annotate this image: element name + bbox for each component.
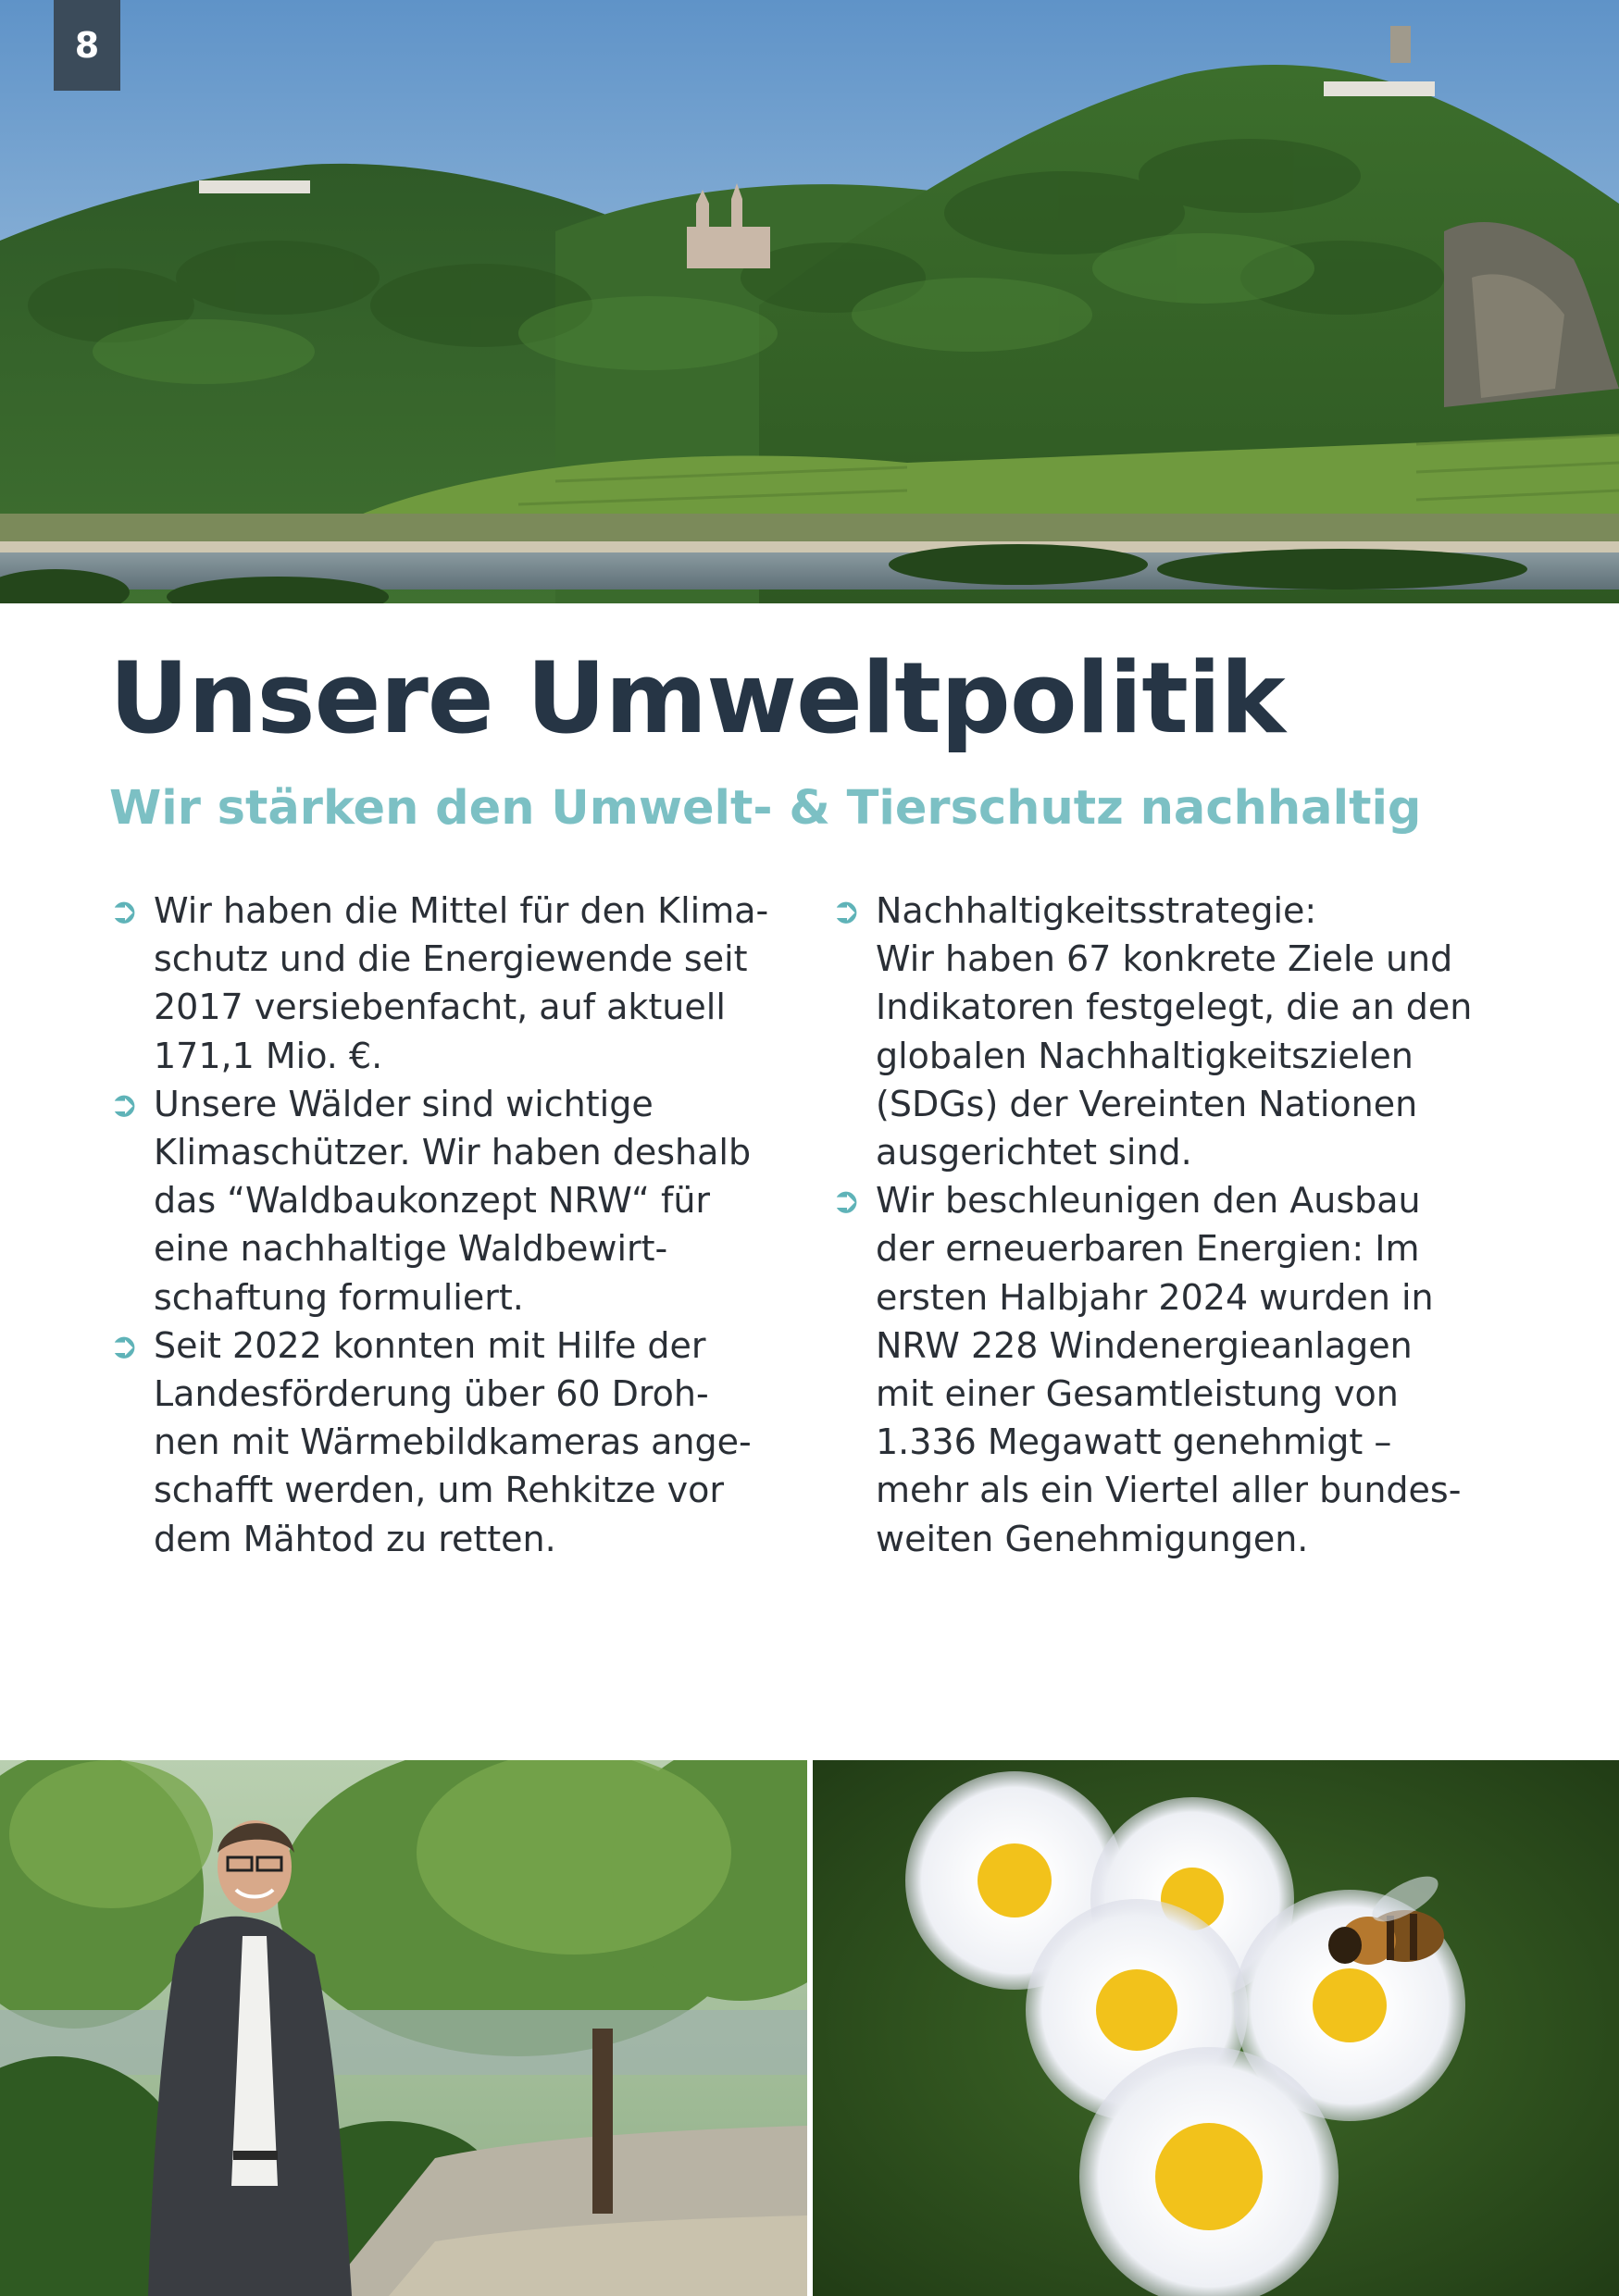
arrow-bullet-icon: ➲ bbox=[109, 890, 139, 931]
bullet-list-right bbox=[831, 887, 1535, 1563]
text-line: 1.336 Megawatt genehmigt – bbox=[876, 1421, 1392, 1463]
arrow-bullet-icon: ➲ bbox=[109, 1083, 139, 1124]
list-item bbox=[109, 1322, 813, 1563]
list-item bbox=[109, 1080, 813, 1322]
text-line: Wir beschleunigen den Ausbau bbox=[876, 1180, 1421, 1222]
landscape-illustration bbox=[0, 0, 1619, 603]
text-line: schaftung formuliert. bbox=[154, 1276, 524, 1318]
arrow-bullet-icon: ➲ bbox=[109, 1324, 139, 1366]
text-line: Nachhaltigkeitsstrategie: bbox=[876, 890, 1317, 931]
text-line: Wir haben die Mittel für den Klima- bbox=[154, 890, 769, 931]
list-item bbox=[109, 887, 813, 1080]
arrow-bullet-icon: ➲ bbox=[831, 1180, 861, 1222]
text-line: Wir haben 67 konkrete Ziele und bbox=[876, 938, 1453, 980]
page-number: 8 bbox=[74, 25, 100, 66]
text-line: Seit 2022 konnten mit Hilfe der bbox=[154, 1324, 706, 1366]
text-line: ersten Halbjahr 2024 wurden in bbox=[876, 1276, 1434, 1318]
list-item bbox=[831, 1176, 1535, 1563]
portrait-photo bbox=[0, 1760, 807, 2296]
text-line: ausgerichtet sind. bbox=[876, 1132, 1192, 1173]
list-item bbox=[831, 887, 1535, 1176]
text-line: globalen Nachhaltigkeitszielen bbox=[876, 1035, 1414, 1076]
text-line: weiten Genehmigungen. bbox=[876, 1518, 1309, 1559]
text-line: 171,1 Mio. €. bbox=[154, 1035, 383, 1076]
text-line: das “Waldbaukonzept NRW“ für bbox=[154, 1180, 711, 1222]
bullet-list-left bbox=[109, 887, 813, 1563]
text-line: nen mit Wärmebildkameras ange- bbox=[154, 1421, 752, 1463]
text-line: dem Mähtod zu retten. bbox=[154, 1518, 556, 1559]
hero-landscape-photo bbox=[0, 0, 1619, 603]
text-line: Indikatoren festgelegt, die an den bbox=[876, 987, 1473, 1028]
page-subtitle: Wir stärken den Umwelt- & Tierschutz nachhaltig bbox=[109, 781, 1422, 836]
text-line: (SDGs) der Vereinten Nationen bbox=[876, 1083, 1418, 1124]
flower-bee-illustration bbox=[813, 1760, 1619, 2296]
portrait-illustration bbox=[0, 1760, 807, 2296]
text-line: schutz und die Energiewende seit bbox=[154, 938, 748, 980]
text-line: 2017 versiebenfacht, auf aktuell bbox=[154, 987, 726, 1028]
text-line: schafft werden, um Rehkitze vor bbox=[154, 1470, 724, 1511]
text-line: NRW 228 Windenergieanlagen bbox=[876, 1324, 1413, 1366]
text-line: Landesförderung über 60 Droh- bbox=[154, 1373, 709, 1415]
page-title: Unsere Umweltpolitik bbox=[109, 641, 1285, 755]
text-line: der erneuerbaren Energien: Im bbox=[876, 1228, 1420, 1270]
text-line: eine nachhaltige Waldbewirt- bbox=[154, 1228, 668, 1270]
text-line: Klimaschützer. Wir haben deshalb bbox=[154, 1132, 752, 1173]
page-number-badge bbox=[54, 0, 120, 91]
text-line: mit einer Gesamtleistung von bbox=[876, 1373, 1399, 1415]
flower-bee-photo bbox=[813, 1760, 1619, 2296]
arrow-bullet-icon: ➲ bbox=[831, 890, 861, 931]
text-line: Unsere Wälder sind wichtige bbox=[154, 1083, 654, 1124]
text-line: mehr als ein Viertel aller bundes- bbox=[876, 1470, 1462, 1511]
